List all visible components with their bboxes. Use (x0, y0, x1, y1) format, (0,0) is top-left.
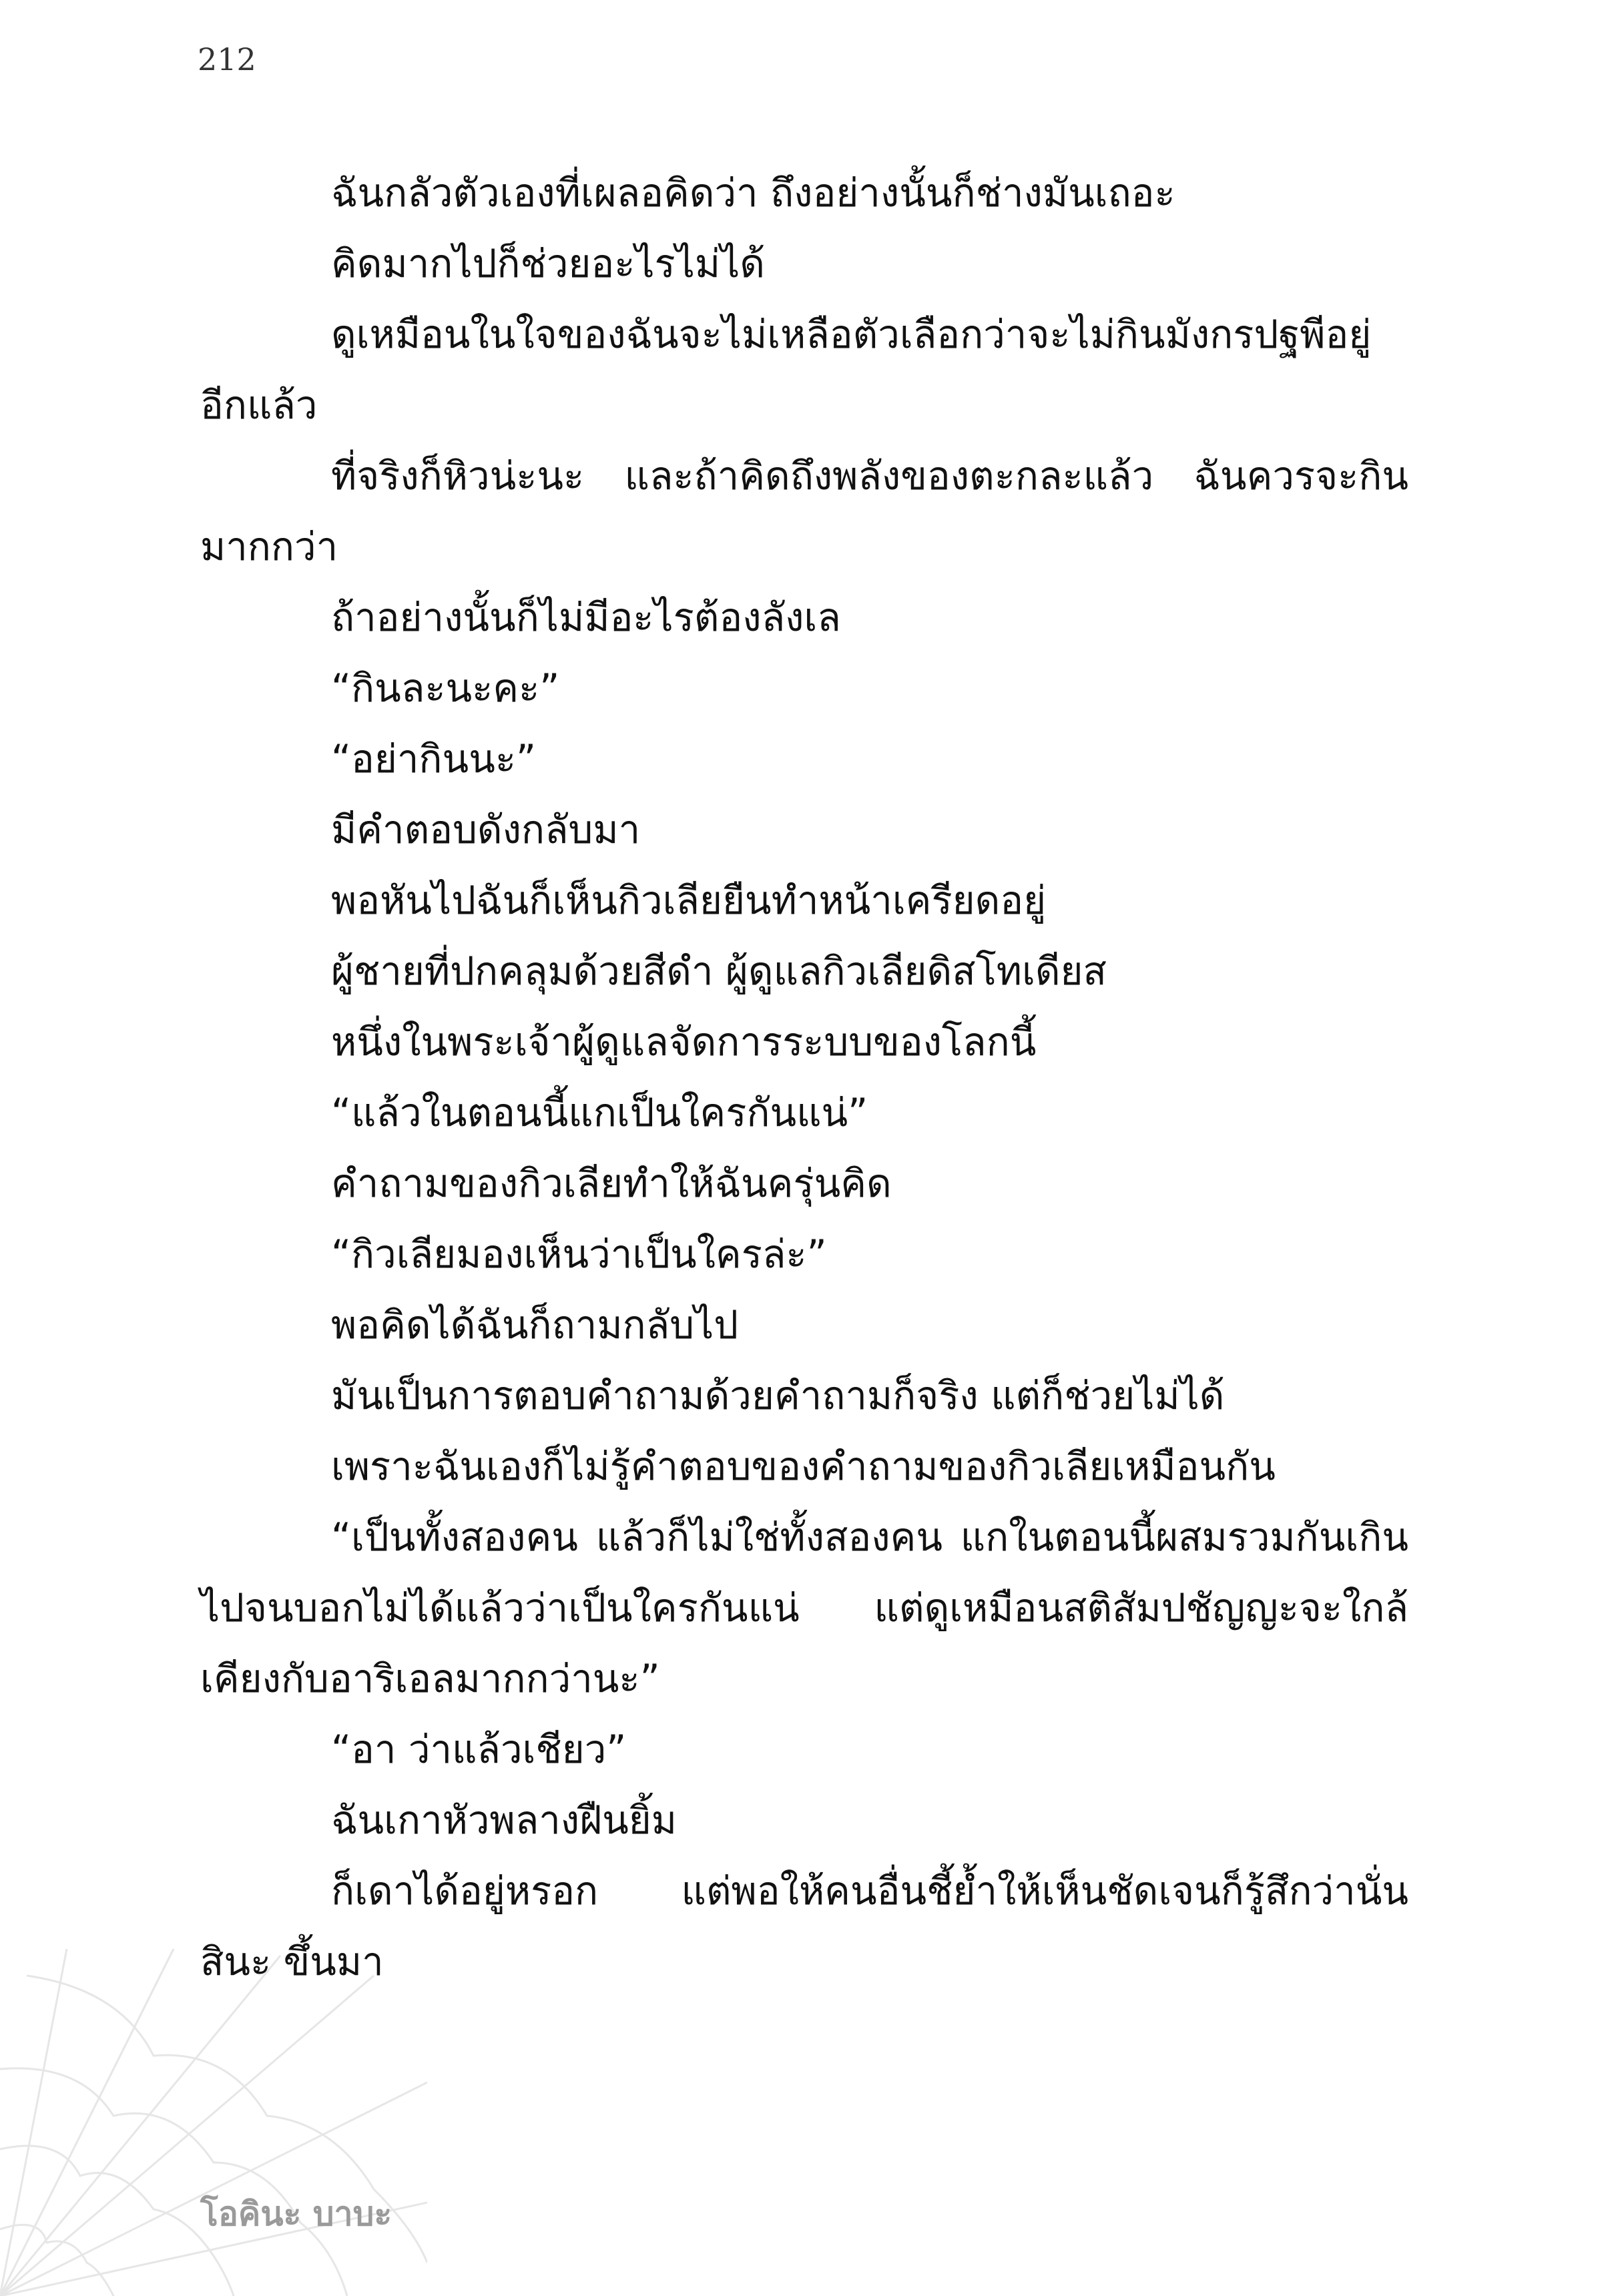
paragraph: มันเป็นการตอบคำถามด้วยคำถามก็จริง แต่ก็ช่วยไม่ได้ (331, 1373, 1225, 1418)
paragraph: ผู้ชายที่ปกคลุมด้วยสีดำ ผู้ดูแลกิวเลียดิสโทเดียส (331, 948, 1107, 994)
paragraph: ฉันกลัวตัวเองที่เผลอคิดว่า ถึงอย่างนั้นก็ช่างมันเถอะ (331, 170, 1175, 216)
paragraph: ถ้าอย่างนั้นก็ไม่มีอะไรต้องลังเล (331, 595, 841, 640)
paragraph: หนึ่งในพระเจ้าผู้ดูแลจัดการระบบของโลกนี้ (331, 1019, 1037, 1065)
paragraph: ก็เดาได้อยู่หรอก แต่พอให้คนอื่นชี้ย้ำให้เห็นชัดเจนก็รู้สึกว่านั่นสินะ ขึ้นมา (200, 1868, 1408, 1984)
footer-author: โอคินะ บาบะ (200, 2195, 392, 2233)
paragraph: มีคำตอบดังกลับมา (331, 807, 641, 852)
body-text (200, 158, 1408, 1997)
paragraph: เพราะฉันเองก็ไม่รู้คำตอบของคำถามของกิวเลียเหมือนกัน (331, 1444, 1276, 1489)
paragraph: พอหันไปฉันก็เห็นกิวเลียยืนทำหน้าเครียดอยู่ (331, 878, 1047, 923)
paragraph: “เป็นทั้งสองคน แล้วก็ไม่ใช่ทั้งสองคน แกในตอนนี้ผสมรวมกันเกินไปจนบอกไม่ได้แล้วว่าเป็นใครกันแน่ แต่ดูเหมือนสติสัมปชัญญะจะใกล้เคียงกับอาริเอลมากกว่านะ” (200, 1514, 1408, 1701)
paragraph: “อย่ากินนะ” (331, 736, 537, 782)
paragraph: คิดมากไปก็ช่วยอะไรไม่ได้ (331, 241, 765, 286)
paragraph: ดูเหมือนในใจของฉันจะไม่เหลือตัวเลือกว่าจะไม่กินมังกรปฐพีอยู่อีกแล้ว (200, 312, 1372, 428)
paragraph: ฉันเกาหัวพลางฝืนยิ้ม (331, 1797, 677, 1843)
page-number: 212 (198, 41, 256, 77)
paragraph: คำถามของกิวเลียทำให้ฉันครุ่นคิด (331, 1161, 892, 1206)
paragraph: ที่จริงก็หิวน่ะนะ และถ้าคิดถึงพลังของตะกละแล้ว ฉันควรจะกินมากกว่า (200, 453, 1408, 569)
paragraph: พอคิดได้ฉันก็ถามกลับไป (331, 1302, 739, 1348)
paragraph: “กินละนะคะ” (331, 665, 560, 711)
paragraph: “แล้วในตอนนี้แกเป็นใครกันแน่” (331, 1090, 868, 1135)
paragraph: “อา ว่าแล้วเชียว” (331, 1727, 627, 1772)
paragraph: “กิวเลียมองเห็นว่าเป็นใครล่ะ” (331, 1231, 827, 1277)
spider-web-icon (0, 1949, 427, 2296)
